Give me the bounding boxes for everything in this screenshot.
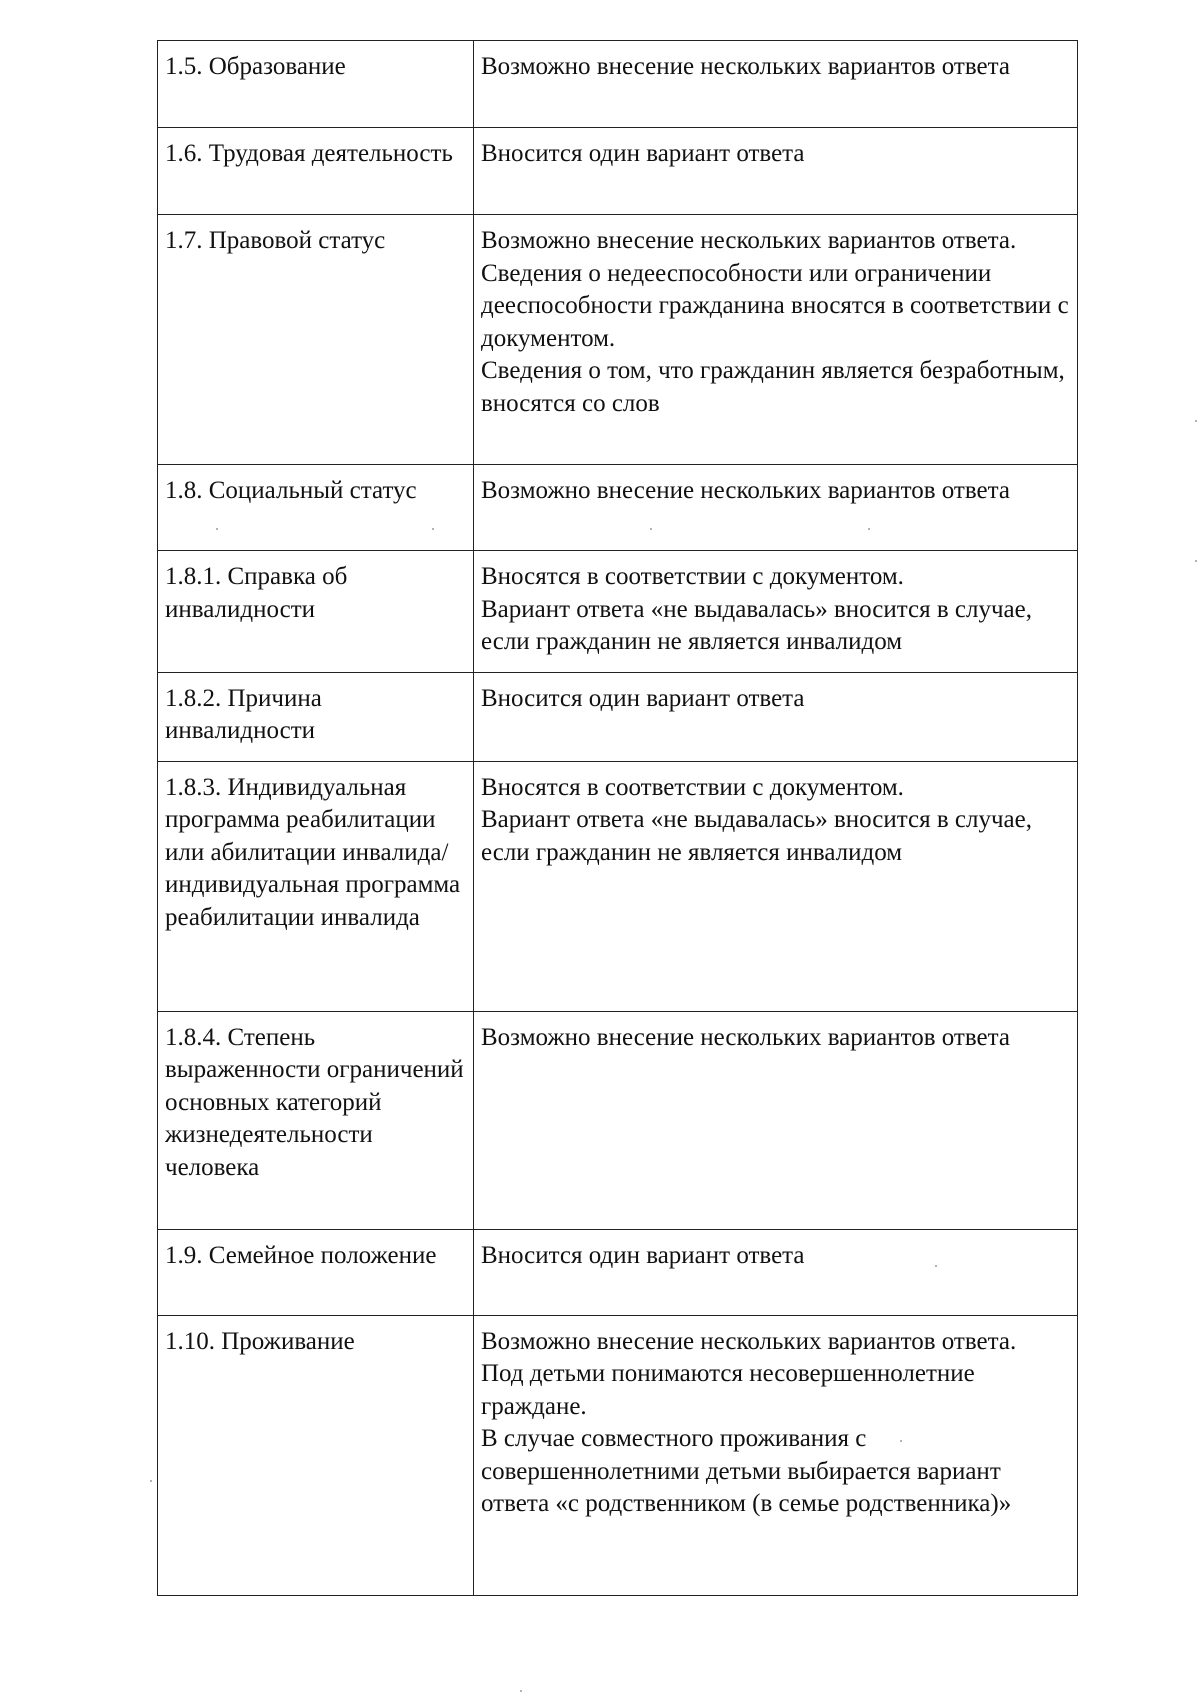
instruction-text: Возможно внесение нескольких вариантов ответа. <box>481 227 1017 254</box>
instruction-cell <box>474 41 1078 128</box>
scan-speck <box>650 528 652 530</box>
instruction-text: Вносится один вариант ответа <box>481 140 805 167</box>
instruction-text: Возможно внесение нескольких вариантов ответа <box>481 477 1010 504</box>
field-text: 1.6. Трудовая деятельность <box>165 140 453 167</box>
scan-speck <box>868 528 870 530</box>
instruction-cell <box>474 465 1078 551</box>
instruction-text: Вносятся в соответствии с документом. <box>481 563 904 590</box>
instruction-text: Вносится один вариант ответа <box>481 1241 805 1269</box>
instruction-text: Вариант ответа «не выдавалась» вносится в случае, если гражданин не является инвалидом <box>481 806 1032 866</box>
instruction-text: Возможно внесение нескольких вариантов ответа. <box>481 1327 1017 1355</box>
scan-speck <box>432 528 434 530</box>
field-text: 1.8. Социальный статус <box>165 477 417 504</box>
table-row <box>158 1229 1078 1315</box>
field-cell <box>158 41 474 128</box>
instruction-cell <box>474 551 1078 673</box>
instruction-cell <box>474 1229 1078 1315</box>
instruction-cell <box>474 672 1078 761</box>
field-text: 1.10. Проживание <box>165 1327 355 1355</box>
scan-speck <box>520 1690 522 1692</box>
table-row <box>158 1315 1078 1595</box>
instruction-cell <box>474 1315 1078 1595</box>
scan-speck <box>935 1265 937 1267</box>
field-text: 1.5. Образование <box>165 53 346 80</box>
field-text: 1.8.3. Индивидуальная программа реабилитации или абилитации инвалида/ индивидуальная программа реабилитации инвалида <box>165 773 461 931</box>
instruction-cell <box>474 1011 1078 1229</box>
scan-speck <box>216 528 218 530</box>
instruction-text: Вносятся в соответствии с документом. <box>481 773 904 801</box>
instruction-text: Сведения о недееспособности или ограничении дееспособности гражданина вносятся в соответствии с документом. <box>481 259 1069 352</box>
field-cell <box>158 551 474 673</box>
instruction-text: Вариант ответа «не выдавалась» вносится в случае, если гражданин не является инвалидом <box>481 595 1032 655</box>
scan-speck <box>1195 560 1197 562</box>
field-cell <box>158 672 474 761</box>
scan-speck <box>1195 420 1197 422</box>
scan-speck <box>150 1480 152 1482</box>
field-text: 1.7. Правовой статус <box>165 227 386 254</box>
field-cell <box>158 761 474 1011</box>
table-row <box>158 215 1078 465</box>
table-row <box>158 465 1078 551</box>
instruction-cell <box>474 761 1078 1011</box>
field-cell <box>158 1229 474 1315</box>
field-cell <box>158 215 474 465</box>
table-row <box>158 128 1078 215</box>
instructions-table <box>157 40 1078 1596</box>
instruction-text: В случае совместного проживания с совершеннолетними детьми выбирается вариант ответа «с родственником (в семье родственника)» <box>481 1425 1012 1517</box>
field-text: 1.8.1. Справка об инвалидности <box>165 563 348 623</box>
field-cell <box>158 128 474 215</box>
instruction-text: Вносится один вариант ответа <box>481 684 805 712</box>
table-row <box>158 672 1078 761</box>
instruction-text: Возможно внесение нескольких вариантов ответа <box>481 1023 1010 1051</box>
table-row <box>158 41 1078 128</box>
table-row <box>158 551 1078 673</box>
field-text: 1.9. Семейное положение <box>165 1241 437 1269</box>
instruction-text: Возможно внесение нескольких вариантов ответа <box>481 53 1010 80</box>
field-cell <box>158 1315 474 1595</box>
table-row <box>158 1011 1078 1229</box>
instruction-cell <box>474 215 1078 465</box>
scan-speck <box>900 1440 902 1442</box>
field-text: 1.8.2. Причина инвалидности <box>165 684 322 744</box>
instruction-text: Сведения о том, что гражданин является безработным, вносятся со слов <box>481 357 1065 417</box>
field-cell <box>158 465 474 551</box>
field-cell <box>158 1011 474 1229</box>
instruction-cell <box>474 128 1078 215</box>
instruction-text: Под детьми понимаются несовершеннолетние граждане. <box>481 1360 975 1420</box>
table-row <box>158 761 1078 1011</box>
field-text: 1.8.4. Степень выраженности ограничений основных категорий жизнедеятельности человека <box>165 1023 464 1181</box>
